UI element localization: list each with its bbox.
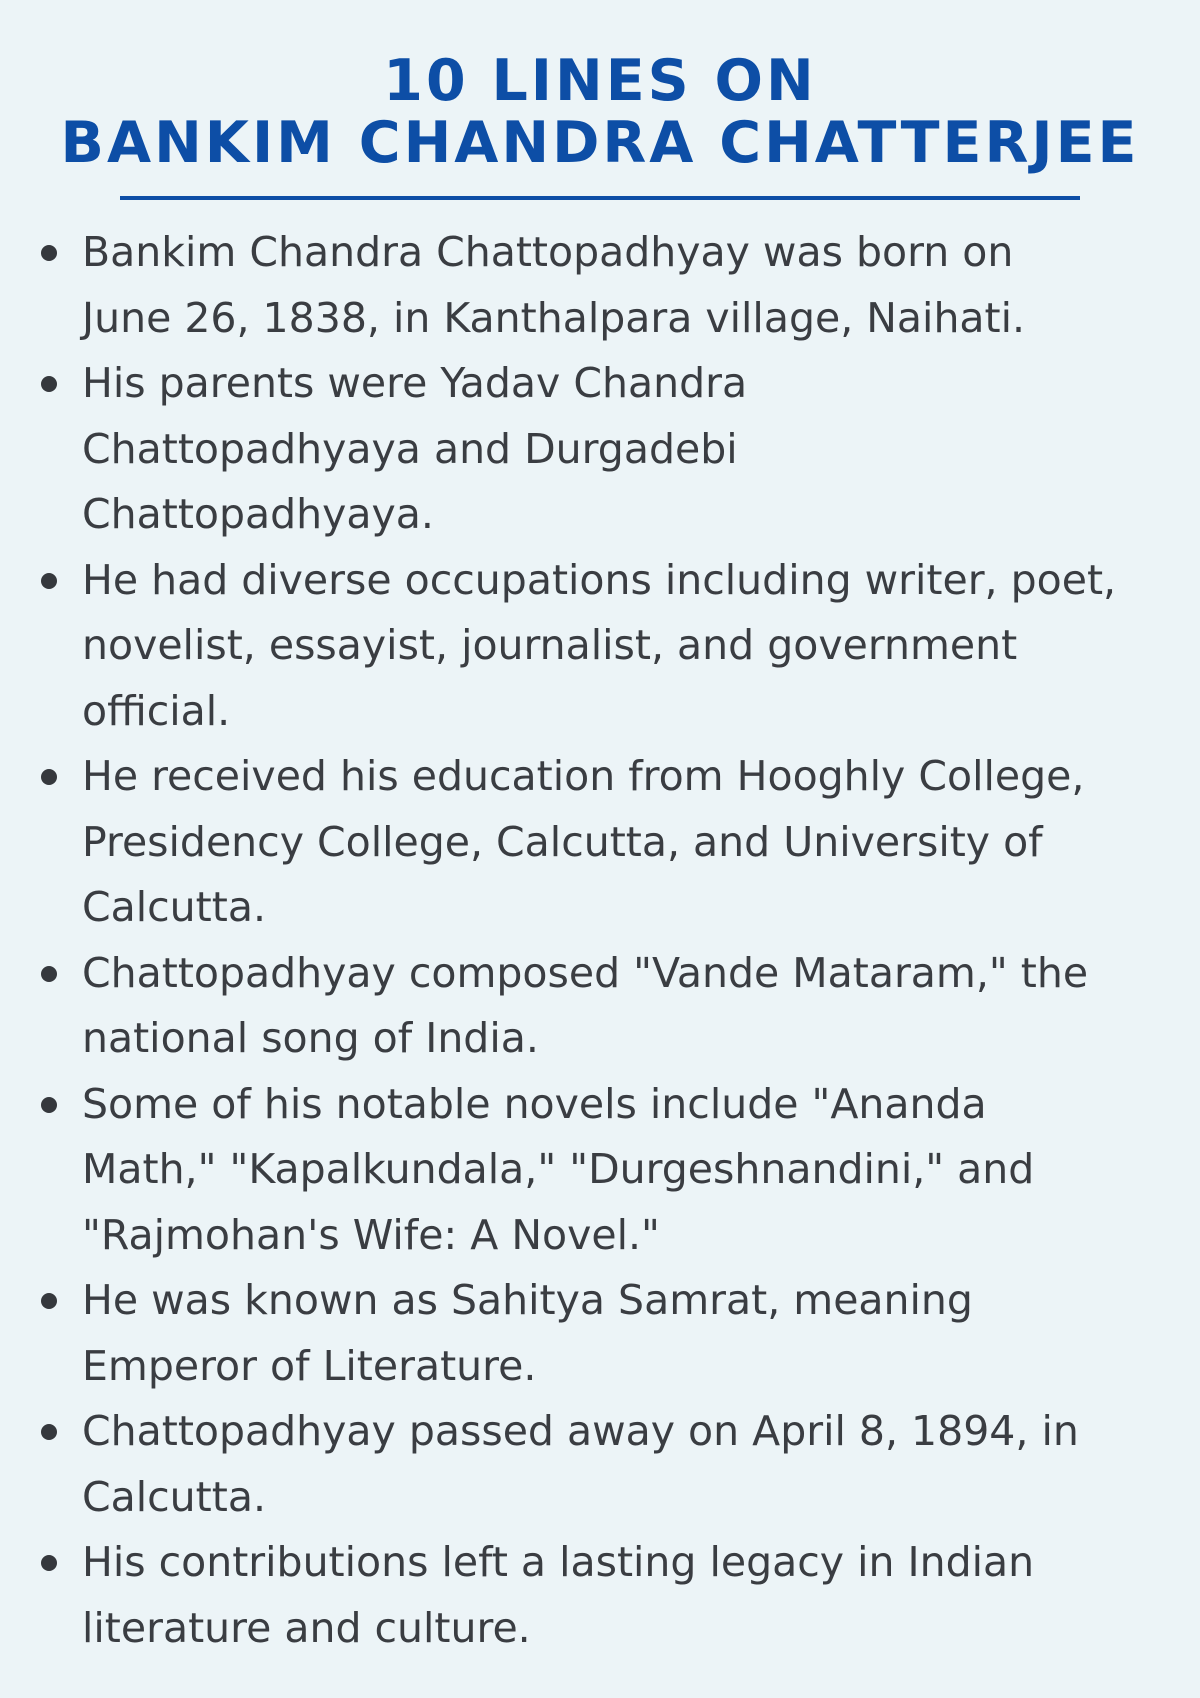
- fact-line: Math," "Kapalkundala," "Durgeshnandini," and: [82, 1145, 1035, 1193]
- bullet-icon: [41, 573, 57, 589]
- fact-line: Emperor of Literature.: [82, 1341, 537, 1390]
- page-title: [0, 50, 1200, 174]
- fact-item: [38, 548, 1188, 745]
- bullet-icon: [41, 1097, 57, 1113]
- fact-line: Chattopadhyaya.: [82, 490, 434, 538]
- fact-line: Bankim Chandra Chattopadhyay was born on: [82, 228, 1014, 276]
- fact-item: [38, 1399, 1188, 1530]
- fact-line: His contributions left a lasting legacy in Indian: [82, 1538, 1035, 1586]
- fact-item: [38, 1268, 1188, 1399]
- fact-line: June 26, 1838, in Kanthalpara village, Naihati.: [82, 293, 1026, 342]
- title-line-2: BANKIM CHANDRA CHATTERJEE: [60, 110, 1140, 176]
- fact-line: literature and culture.: [82, 1603, 531, 1652]
- fact-line: novelist, essayist, journalist, and government: [82, 621, 1018, 669]
- fact-line: national song of India.: [82, 1014, 539, 1062]
- fact-item: [38, 1072, 1188, 1269]
- bullet-icon: [41, 769, 57, 785]
- bullet-icon: [41, 1293, 57, 1309]
- fact-line: Presidency College, Calcutta, and University of: [82, 817, 1043, 866]
- fact-list: [38, 220, 1188, 1661]
- fact-item: [38, 941, 1188, 1072]
- fact-line: Chattopadhyaya and Durgadebi: [82, 424, 738, 473]
- fact-line: Chattopadhyay composed "Vande Mataram," the: [82, 948, 1089, 997]
- title-line-1: 10 LINES ON: [383, 48, 817, 114]
- fact-line: Chattopadhyay passed away on April 8, 1894, in: [82, 1407, 1079, 1455]
- bullet-icon: [41, 1555, 57, 1571]
- fact-item: [38, 1530, 1188, 1661]
- fact-item: [38, 744, 1188, 941]
- title-divider: [120, 196, 1080, 200]
- bullet-icon: [41, 1424, 57, 1440]
- bullet-icon: [41, 376, 57, 392]
- fact-line: official.: [82, 686, 231, 735]
- fact-line: Calcutta.: [82, 883, 266, 931]
- fact-line: He received his education from Hooghly College,: [82, 752, 1085, 800]
- bullet-icon: [41, 966, 57, 982]
- bullet-icon: [41, 245, 57, 261]
- fact-line: His parents were Yadav Chandra: [82, 359, 748, 407]
- fact-line: "Rajmohan's Wife: A Novel.": [82, 1210, 660, 1259]
- fact-item: [38, 220, 1188, 351]
- fact-line: He had diverse occupations including writer, poet,: [82, 555, 1117, 604]
- fact-line: Some of his notable novels include "Ananda: [82, 1079, 987, 1128]
- fact-item: [38, 351, 1188, 548]
- fact-line: He was known as Sahitya Samrat, meaning: [82, 1276, 973, 1324]
- fact-line: Calcutta.: [82, 1472, 266, 1521]
